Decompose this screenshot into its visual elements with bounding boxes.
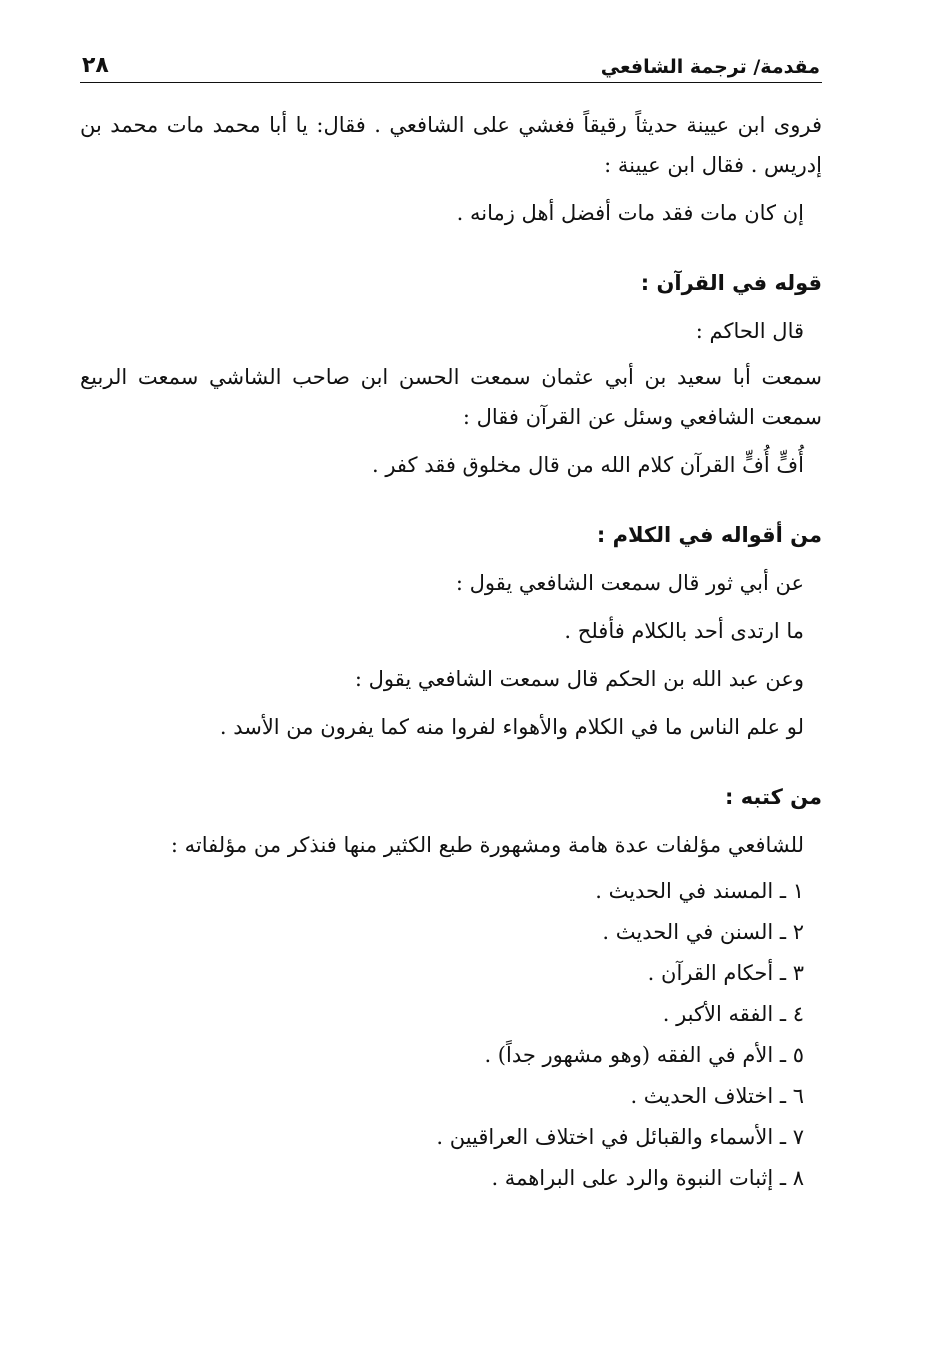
list-item: ٤ ـ الفقه الأكبر . [662,1002,804,1026]
kalam-line-2: ما ارتدى أحد بالكلام فأفلح . [564,619,804,643]
quran-paragraph: سمعت أبا سعيد بن أبي عثمان سمعت الحسن ابن صاحب الشاشي سمعت الربيع سمعت الشافعي وسئل عن القرآن فقال : [80,365,822,429]
kalam-line-4: لو علم الناس ما في الكلام والأهواء لفروا منه كما يفرون من الأسد . [219,715,804,739]
books-list [80,871,822,1199]
heading-books: من كتبه : [724,785,822,809]
list-item: ١ ـ المسند في الحديث . [595,879,804,903]
list-item: ٧ ـ الأسماء والقبائل في اختلاف العراقيين . [436,1125,804,1149]
list-item: ٢ ـ السنن في الحديث . [602,920,804,944]
list-item: ٣ ـ أحكام القرآن . [647,961,804,985]
list-item: ٨ ـ إثبات النبوة والرد على البراهمة . [491,1166,804,1190]
page-number: ٢٨ [82,53,109,78]
book-page [80,38,822,1318]
list-item: ٥ ـ الأم في الفقه (وهو مشهور جداً) . [484,1043,804,1067]
intro-paragraph: فروى ابن عيينة حديثاً رقيقاً فغشي على الشافعي . فقال: يا أبا محمد مات محمد بن إدريس . فقال ابن عيينة : [80,113,822,177]
books-intro: للشافعي مؤلفات عدة هامة ومشهورة طبع الكثير منها فنذكر من مؤلفاته : [170,833,804,857]
kalam-line-1: عن أبي ثور قال سمعت الشافعي يقول : [455,571,804,595]
running-header [80,38,822,83]
page-content [80,83,822,1199]
heading-kalam: من أقواله في الكلام : [596,523,822,547]
header-title: مقدمة/ ترجمة الشافعي [600,56,820,78]
heading-quran: قوله في القرآن : [640,271,822,295]
list-item: ٦ ـ اختلاف الحديث . [630,1084,804,1108]
quran-quote: أُفٍّ أُفٍّ القرآن كلام الله من قال مخلوق فقد كفر . [371,453,804,477]
quran-line-1: قال الحاكم : [695,319,804,343]
kalam-line-3: وعن عبد الله بن الحكم قال سمعت الشافعي يقول : [354,667,804,691]
intro-quote: إن كان مات فقد مات أفضل أهل زمانه . [456,201,804,225]
